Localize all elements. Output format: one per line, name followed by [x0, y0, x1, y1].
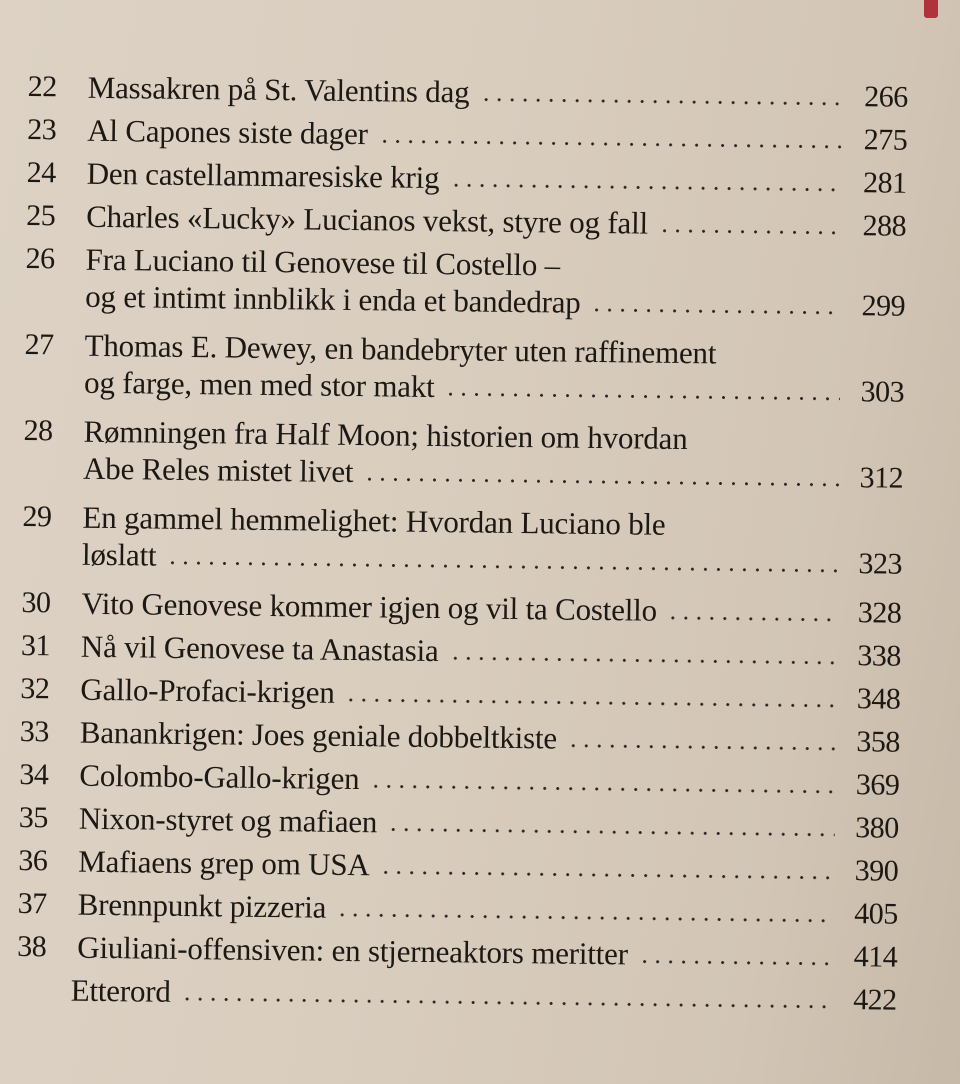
toc-entry: [19, 756, 899, 804]
toc-entry: [26, 154, 906, 202]
chapter-number: 28: [23, 413, 53, 448]
chapter-title: Giuliani-offensiven: en stjerneaktors meritter: [77, 929, 629, 972]
dot-leader: [479, 98, 843, 106]
dot-leader: [336, 913, 834, 923]
dot-leader: [658, 229, 842, 235]
chapter-title: Mafiaens grep om USA: [78, 843, 370, 883]
chapter-number: 31: [20, 628, 51, 663]
chapter-number: 23: [27, 112, 57, 147]
toc-entry: [18, 885, 898, 933]
dot-leader: [387, 827, 835, 836]
chapter-title-continued: og farge, men med stor makt: [83, 364, 435, 404]
toc-entry: [21, 627, 901, 675]
dot-leader: [345, 698, 837, 708]
chapter-number: 22: [27, 69, 57, 104]
chapter-title: Rømningen fra Half Moon; historien om hvordan: [83, 413, 688, 457]
toc-entry: [22, 498, 903, 583]
dot-leader: [166, 561, 838, 573]
epilogue-title: Etterord: [70, 972, 171, 1009]
chapter-title: Massakren på St. Valentins dag: [87, 69, 470, 110]
chapter-number: 30: [21, 585, 51, 620]
page-number: 281: [862, 166, 907, 200]
chapter-number: 35: [18, 800, 49, 835]
dot-leader: [448, 656, 836, 665]
page-number: 323: [858, 547, 903, 581]
chapter-number: 27: [24, 327, 54, 362]
dot-leader: [567, 744, 836, 751]
page-number: 358: [856, 725, 901, 759]
toc-entry: [21, 584, 901, 632]
dot-leader: [379, 870, 834, 880]
dot-leader: [667, 616, 838, 622]
chapter-number: 36: [18, 843, 48, 878]
page-number: 338: [857, 639, 902, 673]
page-number: 380: [855, 811, 899, 845]
table-of-contents: [16, 68, 907, 1025]
chapter-title: Nixon-styret og mafiaen: [78, 800, 378, 840]
toc-entry: [19, 799, 899, 847]
page-number: 414: [853, 940, 898, 974]
dot-leader: [363, 477, 839, 487]
chapter-number: 37: [17, 886, 47, 921]
chapter-number: 24: [26, 155, 56, 190]
page-number: 299: [861, 289, 906, 323]
chapter-number: 38: [17, 929, 47, 964]
toc-entry-epilogue: [71, 972, 897, 1019]
dot-leader: [638, 960, 833, 966]
chapter-title-continued: løslatt: [81, 536, 157, 573]
toc-entry: [18, 842, 898, 890]
chapter-number: 25: [25, 198, 56, 233]
chapter-number: 26: [25, 241, 55, 276]
toc-entry: [23, 412, 904, 497]
chapter-title: En gammel hemmelighet: Hvordan Luciano ble: [82, 499, 666, 542]
chapter-number: 34: [19, 757, 49, 792]
page-number: 312: [859, 461, 904, 495]
toc-entry: [17, 928, 897, 976]
chapter-title: Colombo-Gallo-krigen: [79, 757, 360, 797]
chapter-title: Den castellammaresiske krig: [86, 155, 440, 196]
dot-leader: [444, 392, 840, 401]
chapter-title: Charles «Lucky» Lucianos vekst, styre og fall: [85, 198, 649, 241]
chapter-number: 33: [19, 714, 50, 749]
dot-leader: [449, 183, 842, 192]
chapter-title: Al Capones siste dager: [87, 112, 369, 152]
toc-entry: [24, 326, 905, 411]
chapter-title: Nå vil Genovese ta Anastasia: [80, 628, 439, 669]
dot-leader: [369, 784, 835, 794]
chapter-title: Vito Genovese kommer igjen og vil ta Costello: [81, 585, 658, 628]
dot-leader: [181, 997, 833, 1009]
chapter-title: Thomas E. Dewey, en bandebryter uten raffinement: [84, 327, 717, 371]
page-number: 328: [857, 596, 902, 630]
chapter-title: Banankrigen: Joes geniale dobbeltkiste: [79, 714, 558, 756]
chapter-title-continued: Abe Reles mistet livet: [82, 450, 354, 490]
page-number: 369: [855, 768, 900, 802]
chapter-title: Gallo-Profaci-krigen: [80, 671, 335, 710]
page-number: 275: [863, 123, 908, 157]
page-number: 422: [852, 983, 897, 1017]
toc-entry: [28, 68, 908, 116]
toc-entry: [27, 111, 907, 159]
chapter-number: 32: [20, 671, 50, 706]
page-number: 288: [862, 209, 907, 243]
bookmark-ribbon: [924, 0, 938, 18]
dot-leader: [378, 139, 843, 149]
chapter-number: 29: [22, 499, 52, 534]
chapter-title: Fra Luciano til Genovese til Costello –: [85, 241, 561, 283]
toc-entry: [26, 197, 906, 245]
page-number: 390: [854, 854, 899, 888]
dot-leader: [590, 308, 841, 315]
toc-entry: [20, 670, 900, 718]
chapter-title: Brennpunkt pizzeria: [77, 886, 327, 925]
page-number: 303: [860, 375, 905, 409]
toc-entry: [25, 240, 906, 325]
page-number: 405: [854, 897, 898, 931]
page-number: 348: [856, 682, 901, 716]
page-number: 266: [864, 80, 908, 114]
toc-entry: [20, 713, 900, 761]
chapter-title-continued: og et intimt innblikk i enda et bandedrap: [85, 278, 581, 320]
